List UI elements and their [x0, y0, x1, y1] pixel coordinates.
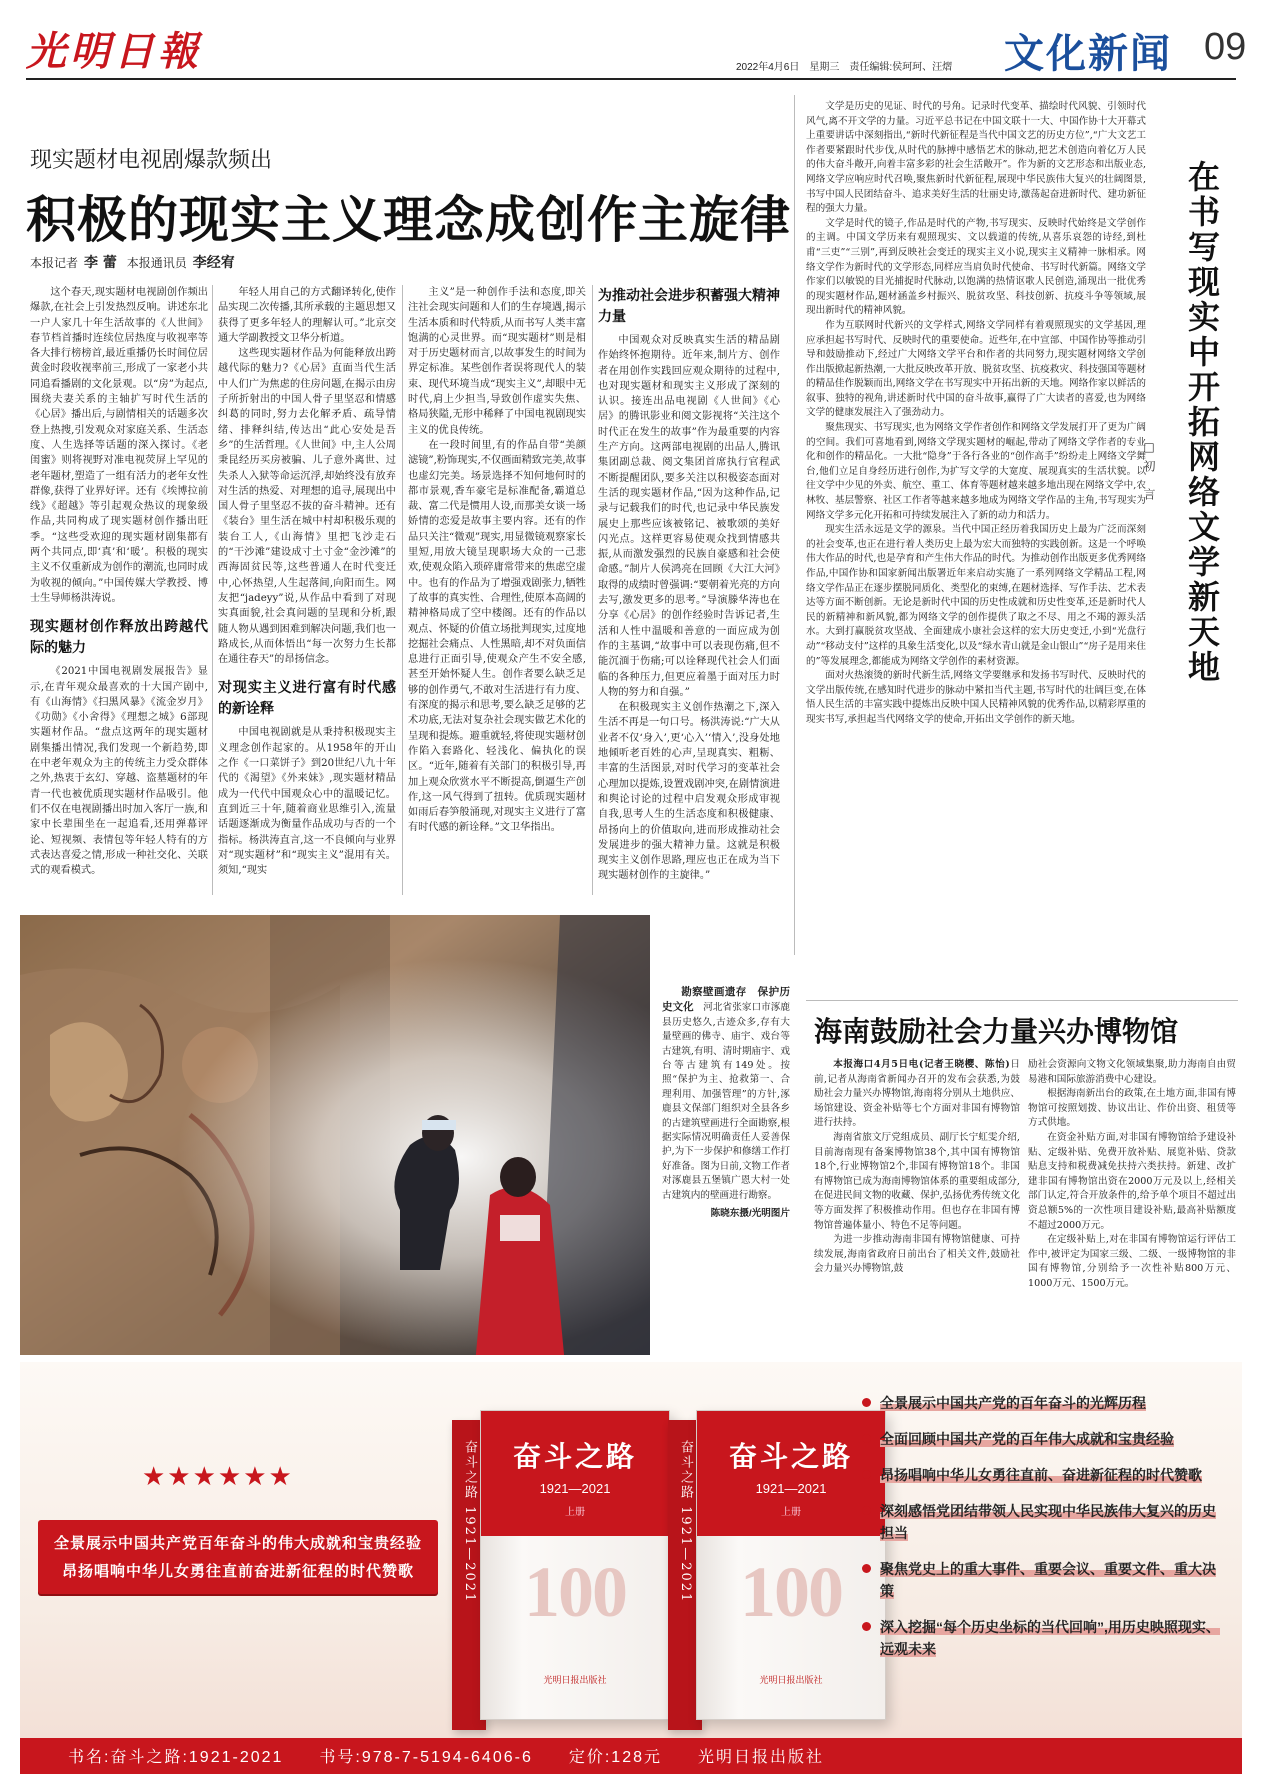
bullet-dot-icon [862, 1506, 871, 1515]
paragraph: 在一段时间里,有的作品自带“美颜滤镜”,粉饰现实,不仅画面精致完美,故事也虚幻完美。场景选择不知何地何时的都市景观,香车豪宅是标准配备,霸道总裁、富二代是惯用人设,而那美女谈一场娇情的恋爱是故事主要内容。还有的作品只关注“微观”现实,用显微镜观察家长里短,用放大镜呈现职场大众的一己悲欢,使观众陷入琐碎庸常带来的焦虑空虚中。也有的作品为了增强戏剧张力,牺牲了故事的真实性、合理性,使原本高阔的精神格局成了空中楼阁。还有的作品以观点、怀疑的价值立场批判现实,过度地挖掘社会痛点、人性黑暗,却不对负面信息进行正面引导,使观众产生不安全感,甚至开始怀疑人生。创作者要么缺乏足够的创作勇气,不敢对生活进行有力度、有深度的揭示和思考,要么缺乏足够的艺术功底,无法对复杂社会现实做艺术化的呈现和提炼。避重就轻,将使现实题材创作陷入套路化、轻浅化、偏执化的误区。“近年,随着有关部门的积极引导,再加上观众欣赏水平不断提高,倒逼生产创作,这一风气得到了扭转。优质现实题材如雨后春笋般涌现,对现实主义进行了富有时代感的新诠释。”文卫华指出。 [408, 439, 586, 834]
bullet-dot-icon [862, 1398, 871, 1407]
feature-body [806, 100, 1146, 960]
caption-title: 勘察壁画遗存 保护历史文化 [662, 986, 790, 1014]
paragraph: 现实生活永远是文学的源泉。当代中国正经历着我国历史上最为广泛而深刻的社会变革,也正在进行着人类历史上最为宏大而独特的实践创新。这是一个呼唤伟大作品的时代,也是孕育和产生伟大作品的时代。为推动创作出版更多优秀网络作品,中国作协和国家新闻出版署近年来启动实施了一系列网络文学精品工程,网络文学作品正在逐步摆脱同质化、类型化的束缚,在题材选择、写作手法、艺术表达等方面不断创新。无论是新时代中国的历史性成就和历史性变革,还是新时代人民的新精神和新风貌,都为网络文学的创作提供了取之不尽、用之不竭的源头活水。大到打赢脱贫攻坚战、全面建成小康社会这样的宏大历史变迁,小到“光盘行动”“移动支付”这样的具象生活变化,以及“绿水青山就是金山银山”“房子是用来住的”等发展理念,都能成为网络文学创作的素材资源。 [806, 524, 1146, 667]
paragraph: 面对火热滚烫的新时代新生活,网络文学要继承和发扬书写时代、反映时代的文学出版传统,在感知时代进步的脉动中紧扣当代主题,书写时代的壮阔巨变,在体悟人民生活的丰富实践中提炼出反映中国人民精神风貌的优秀作品,以精彩厚重的现实书写,承担起当代网络文学的使命,开拓出文学创作的新天地。 [806, 670, 1146, 725]
hainan-headline: 海南鼓励社会力量兴办博物馆 [814, 1015, 1179, 1048]
feature-headline: 在书写现实中开拓网络文学新天地 [1183, 160, 1221, 685]
book-100-mark: 100 [524, 1552, 626, 1632]
ad-footer-bar [20, 1738, 1242, 1774]
section-divider [794, 95, 795, 955]
hainan-column-1 [814, 1058, 1020, 1328]
article-column-4 [598, 285, 780, 895]
article-column-2 [218, 285, 396, 895]
article-kicker: 现实题材电视剧爆款频出 [30, 147, 273, 172]
ad-bullet: 深入挖掘“每个历史坐标的当代回响”,用历史映照现实、远观未来 [860, 1616, 1220, 1660]
dateline-lead: 本报海口4月5日电(记者王晓樱、陈怡) [833, 1059, 1010, 1070]
book-volume: 上册 [565, 1507, 585, 1518]
article-byline [30, 252, 241, 272]
news-photo [20, 915, 650, 1355]
paragraph: 根据海南新出台的政策,在土地方面,非国有博物馆可按照划拨、协议出让、作价出资、租赁等方式供地。 [1028, 1088, 1236, 1129]
article-column-3 [408, 285, 586, 850]
ad-bullet-list [860, 1392, 1220, 1674]
paragraph: 中国电视剧就是从秉持积极现实主义理念创作起家的。从1958年的开山之作《一口菜饼子》到20世纪八九十年代的《渴望》《外来妹》,现实题材精品成为一代代中国观众心中的温暖记忆。直到近三十年,随着商业思维引入,流量话题逐渐成为衡量作品成功与否的一个指标。杨洪涛直言,这一不良倾向与业界对“现实题材”和“现实主义”混用有关。须知,“现实 [218, 727, 396, 877]
paragraph: 在资金补贴方面,对非国有博物馆给予建设补贴、定级补贴、免费开放补贴、展览补贴、贷款贴息支持和税费减免扶持六类扶持。新建、改扩建非国有博物馆出资在2000万元及以上,经相关部门认定,符合开放条件的,给予单个项目不超过出资总额5%的一次性项目建设补贴,最高补贴额度不超过2000万元。 [1028, 1131, 1236, 1231]
ad-slogan-banner [38, 1520, 438, 1594]
mural-photo-illustration [20, 915, 650, 1355]
book-cover-left [480, 1410, 670, 1720]
dateline: 2022年4月6日 星期三 责任编辑:侯珂珂、汪熠 [736, 62, 953, 73]
paragraph: 这些现实题材作品为何能释放出跨越代际的魅力?《心居》直面当代生活中人们广为焦虑的住房问题,在揭示由房子所折射出的中国人骨子里坚忍和情感纠葛的同时,努力去化解矛盾、疏导情绪、排释纠结,传达出“此心安处是吾乡”的生活哲理。《人世间》中,主人公周秉昆经历买房被骗、儿子意外离世、过失杀人入狱等命运沉浮,却始终没有放弃对生活的热爱、对理想的追寻,展现出中国人骨子里坚忍不拔的奋斗精神。还有《装台》里生活在城中村却积极乐观的装台工人,《山海情》里把飞沙走石的“干沙滩”建设成寸土寸金“金沙滩”的西海固贫民等,这些普通人在时代变迁中,心怀热望,人生起落间,向阳而生。网友把“jadeyy”说,从作品中看到了对现实真面貌,社会真问题的呈现和分析,跟随人物从遇到困难到解决问题,我们也一路成长,从而体悟出“每一次努力生长都在通往春天”的昂扬信念。 [218, 348, 396, 666]
masthead [26, 18, 1247, 80]
star-decoration: ★★★★★★ [142, 1462, 294, 1492]
paragraph: 主义”是一种创作手法和态度,即关注社会现实问题和人们的生存境遇,揭示生活本质和时代特质,从而书写人类丰富饱满的心灵世界。而“现实题材”则是相对于历史题材而言,以故事发生的时间为界定标准。某些创作者误将现代人的装束、现代环境当成“现实主义”,却眼中无时代,肩上少担当,导致创作虚实失焦、格局狭隘,无形中稀释了中国电视剧现实主义的优良传统。 [408, 287, 586, 436]
subheading: 对现实主义进行富有时代感的新诠释 [218, 679, 396, 717]
paragraph: 年轻人用自己的方式翻译转化,使作品实现二次传播,其所承载的主题思想又获得了更多年轻人的理解认可。”北京交通大学副教授文卫华分析道。 [218, 287, 396, 344]
book-publisher: 光明日报出版社 [543, 1676, 607, 1686]
bullet-dot-icon [862, 1434, 871, 1443]
paragraph: 为进一步推动海南非国有博物馆健康、可持续发展,海南省政府日前出台了相关文件,鼓励社会力量兴办博物馆,鼓 [814, 1234, 1020, 1275]
column-divider [592, 285, 593, 895]
ad-slogan-line: 昂扬唱响中华儿女勇往直前奋进新征程的时代赞歌 [61, 1562, 414, 1580]
section-divider [806, 1000, 1238, 1001]
photo-caption [662, 985, 790, 1335]
ad-slogan-line: 全景展示中国共产党百年奋斗的伟大成就和宝贵经验 [53, 1534, 422, 1552]
subheading: 现实题材创作释放出跨越代际的魅力 [30, 618, 208, 656]
page-number: 09 [1204, 26, 1247, 68]
feature-author: □初 言 [1142, 440, 1156, 506]
section-title: 文化新闻 [1004, 30, 1172, 77]
book-spine: 奋斗之路 1921—2021 [668, 1420, 702, 1730]
paragraph: 聚焦现实、书写现实,也为网络文学作者创作和网络文学发展打开了更为广阔的空间。我们可喜地看到,网络文学现实题材的崛起,带动了网络文学作者的专业化和创作的精品化。一大批“隐身”于各行各业的“创作高手”纷纷走上网络文学舞台,他们立足自身经历进行创作,为扩写文学的大宽度、展现真实的生活状貌。以往文学中少见的外卖、航空、重工、体育等题材越来越多地出现在网络文学中,农林牧、基层警察、社区工作者等越来越多地成为网络文学作品的主角,书写现实为网络文学多元化开拓和可持续发展注入了新的动力和活力。 [806, 422, 1146, 521]
photo-credit: 陈晓东摄/光明图片 [710, 1208, 790, 1220]
paragraph: 励社会资源向文物文化领域集聚,助力海南自由贸易港和国际旅游消费中心建设。 [1028, 1059, 1236, 1085]
column-divider [212, 285, 213, 895]
ad-bullet: 昂扬唱响中华儿女勇往直前、奋进新征程的时代赞歌 [860, 1464, 1220, 1486]
column-divider [402, 285, 403, 895]
newspaper-logo: 光明日報 [26, 28, 202, 75]
ad-bullet: 全面回顾中国共产党的百年伟大成就和宝贵经验 [860, 1428, 1220, 1450]
byline-role: 本报记者 [30, 256, 79, 270]
book-title: 奋斗之路 [728, 1440, 853, 1473]
ad-bullet: 深刻感悟党团结带领人民实现中华民族伟大复兴的历史担当 [860, 1500, 1220, 1544]
byline-role: 本报通讯员 [126, 256, 187, 270]
paragraph: 这个春天,现实题材电视剧创作频出爆款,在社会上引发热烈反响。讲述东北一户人家几十年生活故事的《人世间》春节档首播时连续位居热度与收视率等各大排行榜榜首,最近重播仍长时间位居黄金时段收视率前三,形成了一家老小共同追看播剧的文化景观。以“房”为起点,围绕夫妻关系的主轴扩写时代生活的《心居》播出后,与剧情相关的话题多次登上热搜,引发观众对家庭关系、生活态度、人生选择等话题的深入探讨。《老闺蜜》则将视野对准电视荧屏上罕见的老年题材,塑造了一组有活力的老年女性群像,获得了业界好评。还有《埃博拉前线》《超越》等引起观众热议的现象级作品,共同构成了现实题材创作播出旺季。“这些受欢迎的现实题材剧集都有两个共同点,即‘真’和‘暖’。积极的现实主义不仅重新成为创作的潮流,也同时成为收视的倾向。”中国传媒大学教授、博士生导师杨洪涛说。 [30, 287, 208, 604]
ad-bullet: 全景展示中国共产党的百年奋斗的光辉历程 [860, 1392, 1220, 1414]
hainan-column-2 [1028, 1058, 1236, 1328]
book-publisher: 光明日报出版社 [759, 1676, 823, 1686]
paragraph: 在积极现实主义创作热潮之下,深入生活不再是一句口号。杨洪涛说:“广大从业者不仅‘身入’,更‘心入’‘情入’,没身处地地倾听老百姓的心声,呈现真实、粗粝、丰富的生活图景,对时代学习的变革社会心理加以提炼,设置戏剧冲突,在剧情演进和舆论讨论的过程中启发观众形成审视自我,思考人生的生活态度和积极健康、昂扬向上的价值取向,进而形成推动社会发展进步的强大精神力量。这就是积极现实主义创作思路,理应也正在成为当下现实题材创作的主旋律。” [598, 702, 780, 882]
paragraph: 《2021中国电视剧发展报告》显示,在青年观众最喜欢的十大国产剧中,有《山海情》《扫黑风暴》《流金岁月》《功勋》《小舍得》《理想之城》6部现实题材作品。“盘点这两年的现实题材剧集播出情况,我们发现一个新趋势,即在中老年观众为主的传统主力受众群体之外,热衷于玄幻、穿越、盗墓题材的年青一代也被优质现实题材作品吸引。他们不仅在电视剧播出时加入客厅一族,和家中长辈围坐在一起追看,还用弹幕评论、短视频、表情包等年轻人特有的方式表达喜爱之情,形成一种社交化、关联式的观看模式。 [30, 666, 208, 877]
byline-name: 李经宥 [192, 255, 235, 271]
paragraph: 在定级补贴上,对在非国有博物馆运行评估工作中,被评定为国家三级、二级、一级博物馆的非国有博物馆,分别给予一次性补贴800万元、1000万元、1500万元。 [1028, 1234, 1236, 1289]
book-title: 奋斗之路 [512, 1440, 637, 1473]
bullet-dot-icon [862, 1622, 871, 1631]
book-100-mark: 100 [740, 1552, 842, 1632]
article-column-1 [30, 285, 208, 895]
bullet-dot-icon [862, 1470, 871, 1479]
ad-bullet: 聚焦党史上的重大事件、重要会议、重要文件、重大决策 [860, 1558, 1220, 1602]
book-info: 书名:奋斗之路:1921-2021 书号:978-7-5194-6406-6 定价:128元 光明日报出版社 [68, 1749, 824, 1766]
book-years: 1921—2021 [755, 1481, 827, 1496]
article-headline: 积极的现实主义理念成创作主旋律 [26, 190, 791, 249]
book-volume: 上册 [781, 1507, 801, 1518]
paragraph: 文学是时代的镜子,作品是时代的产物,书写现实、反映时代始终是文学创作的主调。中国文学历来有观照现实、文以载道的传统,从喜乐哀怨的诗经,到杜甫“三吏”“三别”,再到反映社会变迁的现实主义小说,现实主义精神一脉相承。网络文学作为新时代的文学形态,同样应当肩负时代使命、书写时代新篇。网络文学作家们以敏锐的目光捕捉时代脉动,以饱满的热情讴歌人民创造,涌现出一批优秀的现实题材作品,题材涵盖乡村振兴、脱贫攻坚、科技创新、抗疫斗争等领域,展现出新时代的精神风貌。 [806, 217, 1146, 317]
subheading: 为推动社会进步积蓄强大精神力量 [598, 287, 780, 324]
bullet-dot-icon [862, 1564, 871, 1573]
paragraph: 日前,记者从海南省新闻办召开的发布会获悉,为鼓励社会力量兴办博物馆,海南将分别从土地供应、场馆建设、资金补贴等七个方面对非国有博物馆进行扶持。 [814, 1059, 1020, 1129]
paragraph: 文学是历史的见证、时代的号角。记录时代变革、描绘时代风貌、引领时代风气,离不开文学的力量。习近平总书记在中国文联十一大、中国作协十大开幕式上重要讲话中深刻指出,“新时代新征程是当代中国文艺的历史方位”,“广大文艺工作者要紧跟时代步伐,从时代的脉搏中感悟艺术的脉动,把艺术创造向着亿万人民的伟大奋斗敞开,向着丰富多彩的社会生活敞开”。作为新的文艺形态和出版业态,网络文学应响应时代召唤,聚焦新时代新征程,展现中华民族伟大复兴的壮阔图景,书写中国人民团结奋斗、追求美好生活的壮丽史诗,激荡起奋进新时代、建功新征程的强大力量。 [806, 101, 1146, 215]
book-spine: 奋斗之路 1921—2021 [452, 1420, 486, 1730]
paragraph: 海南省旅文厅党组成员、副厅长宁虹雯介绍,目前海南现有备案博物馆38个,其中国有博物馆18个,行业博物馆2个,非国有博物馆18个。非国有博物馆已成为海南博物馆体系的重要组成部分,在促进民间文物的收藏、保护,弘扬优秀传统文化等方面发挥了积极推动作用。但也存在非国有博物馆普遍体量小、特色不足等问题。 [814, 1131, 1020, 1231]
byline-name: 李 蕾 [84, 255, 117, 271]
book-years: 1921—2021 [539, 1481, 611, 1496]
book-cover-right [696, 1410, 886, 1720]
paragraph: 中国观众对反映真实生活的精品剧作始终怀抱期待。近年来,制片方、创作者在用创作实践回应观众期待的过程中,也对现实题材和现实主义形成了深刻的认识。接连出品电视剧《人世间》《心居》的腾讯影业和阅文影视将“关注这个时代正在发生的故事”作为最重要的内容生产方向。这两部电视剧的出品人,腾讯集团副总裁、阅文集团首席执行官程武不断提醒团队,要多关注以积极姿态面对生活的现实题材作品,“因为这种作品,记录与记载我们的时代,也记录中华民族发展史上那些应该被铭记、被歌颂的美好闪光点。这样更容易使观众找到情感共振,从而激发强烈的民族自豪感和社会使命感。”制片人侯鸿亮在回顾《大江大河》取得的成绩时曾强调:“要朝着光亮的方向去写,激发更多的思考。”导演滕华涛也在分享《心居》的创作经验时告诉记者,生活和人性中温暖和善意的一面应成为创作的主基调,“故事中可以表现伤痛,但不能沉湎于伤痛;可以诠释现代社会人们面临的各种压力,但更应着墨于面对压力时人物的努力和自强。” [598, 335, 780, 698]
caption-body: 河北省张家口市涿鹿县历史悠久,古迹众多,存有大量壁画的佛寺、庙宇、戏台等古建筑,有明、清时期庙宇、戏台等古建筑有149处。按照“保护为主、抢救第一、合理利用、加强管理”的方针,涿鹿县文保部门组织对全县各乡的古建筑壁画进行全面勘察,根据实际情况明确责任人妥善保护,为下一步保护和修缮工作打好准备。图为日前,文物工作者对涿鹿县五堡镇广恩大村一处古建筑内的壁画进行勘察。 [662, 1002, 790, 1201]
paragraph: 作为互联网时代新兴的文学样式,网络文学同样有着观照现实的文学基因,理应承担起书写时代、反映时代的重要使命。近些年,在中宣部、中国作协等推动引导和鼓励推动下,经过广大网络文学平台和作者的共同努力,现实题材网络文学创作出版掀起新热潮,一大批反映改革开放、脱贫攻坚、抗疫救灾、科技强国等题材的精品佳作脱颖而出,网络文学在书写现实中开拓出新的天地。网络作家以鲜活的叙事、独特的视角,讲述新时代中国的奋斗故事,赢得了广大读者的喜爱,也为网络文学的健康发展注入了强劲动力。 [806, 319, 1146, 419]
